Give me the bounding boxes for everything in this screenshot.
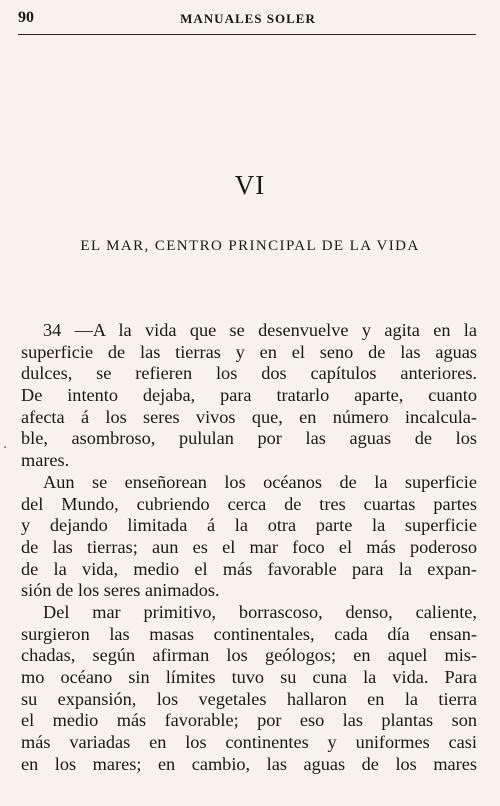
text-line: de las tierras; aun es el mar foco el más poderoso xyxy=(21,536,477,557)
text-line: de la vida, medio el más favorable para la expan- xyxy=(21,558,477,579)
body-text xyxy=(21,320,477,775)
text-line: el medio más favorable; por eso las plantas son xyxy=(21,710,477,731)
text-line: ble, asombroso, pululan por las aguas de los xyxy=(21,428,477,449)
running-head: MANUALES SOLER xyxy=(180,11,316,26)
text-line: chadas, según afirman los geólogos; en aquel mis- xyxy=(21,645,477,666)
text-line: y dejando limitada á la otra parte la superficie xyxy=(21,515,477,536)
text-line: De intento dejaba, para tratarlo aparte, cuanto xyxy=(21,385,477,406)
text-line: Aun se enseñorean los océanos de la superficie xyxy=(43,471,477,492)
text-line: dulces, se refieren los dos capítulos anteriores. xyxy=(21,363,477,384)
page-number: 90 xyxy=(18,9,34,26)
text-line: más variadas en los continentes y uniformes casi xyxy=(21,732,477,753)
text-line: surgieron las masas continentales, cada día ensan- xyxy=(21,623,477,644)
text-line: superficie de las tierras y en el seno de las aguas xyxy=(21,341,477,362)
text-line: del Mundo, cubriendo cerca de tres cuartas partes xyxy=(21,493,477,514)
text-line: afecta á los seres vivos que, en número incalcula- xyxy=(21,406,477,427)
page-header xyxy=(18,9,478,31)
text-line: sión de los seres animados. xyxy=(21,580,220,601)
chapter-number: VI xyxy=(234,170,266,200)
header-rule xyxy=(18,34,476,35)
text-line: mares. xyxy=(21,450,70,471)
text-line: mo océano sin límites tuvo su cuna la vida. Para xyxy=(21,667,477,687)
text-line: Del mar primitivo, borrascoso, denso, caliente, xyxy=(43,601,477,622)
text-line: en los mares; en cambio, las aguas de los mares xyxy=(21,753,477,774)
text-line: 34 —A la vida que se desenvuelve y agita en la xyxy=(43,320,477,340)
chapter-title: EL MAR, CENTRO PRINCIPAL DE LA VIDA xyxy=(80,238,420,254)
ink-speck: · xyxy=(3,440,8,456)
text-line: su expansión, los vegetales hallaron en la tierra xyxy=(21,688,477,709)
